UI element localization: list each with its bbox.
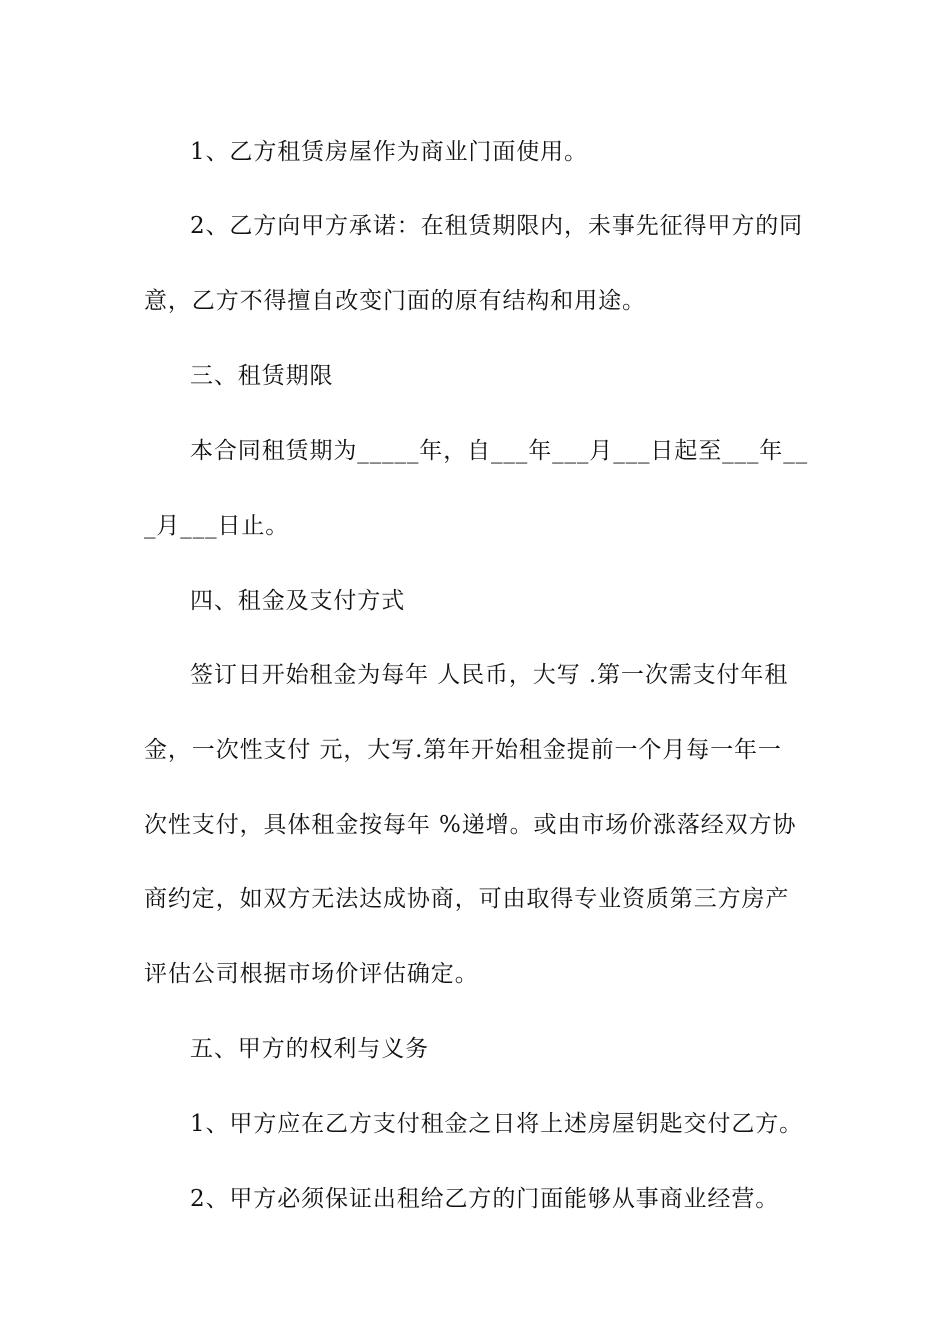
rent-paragraph-line-1: 签订日开始租金为每年 人民币，大写 .第一次需支付年租 bbox=[190, 662, 789, 688]
lessor-clause-2: 2、甲方必须保证出租给乙方的门面能够从事商业经营。 bbox=[190, 1186, 780, 1212]
clause-item-1-usage: 1、乙方租赁房屋作为商业门面使用。 bbox=[190, 139, 588, 165]
lease-term-paragraph-continued: _月___日止。 bbox=[144, 513, 290, 539]
section-heading-lessor-rights: 五、甲方的权利与义务 bbox=[190, 1036, 429, 1062]
lease-term-paragraph: 本合同租赁期为_____年，自___年___月___日起至___年__ bbox=[190, 438, 808, 464]
section-heading-lease-term: 三、租赁期限 bbox=[190, 363, 334, 389]
lessor-clause-1: 1、甲方应在乙方支付租金之日将上述房屋钥匙交付乙方。 bbox=[190, 1111, 804, 1137]
rent-paragraph-line-4: 商约定，如双方无法达成协商，可由取得专业资质第三方房产 bbox=[144, 886, 790, 912]
rent-paragraph-line-5: 评估公司根据市场价评估确定。 bbox=[144, 961, 479, 987]
clause-item-2-promise: 2、乙方向甲方承诺：在租赁期限内，未事先征得甲方的同 bbox=[190, 213, 804, 239]
rent-paragraph-line-3: 次性支付，具体租金按每年 %递增。或由市场价涨落经双方协 bbox=[144, 812, 797, 838]
rent-paragraph-line-2: 金，一次性支付 元，大写.第年开始租金提前一个月每一年一 bbox=[144, 737, 782, 763]
section-heading-rent-payment: 四、租金及支付方式 bbox=[190, 588, 406, 614]
clause-item-2-continued: 意，乙方不得擅自改变门面的原有结构和用途。 bbox=[144, 288, 646, 314]
